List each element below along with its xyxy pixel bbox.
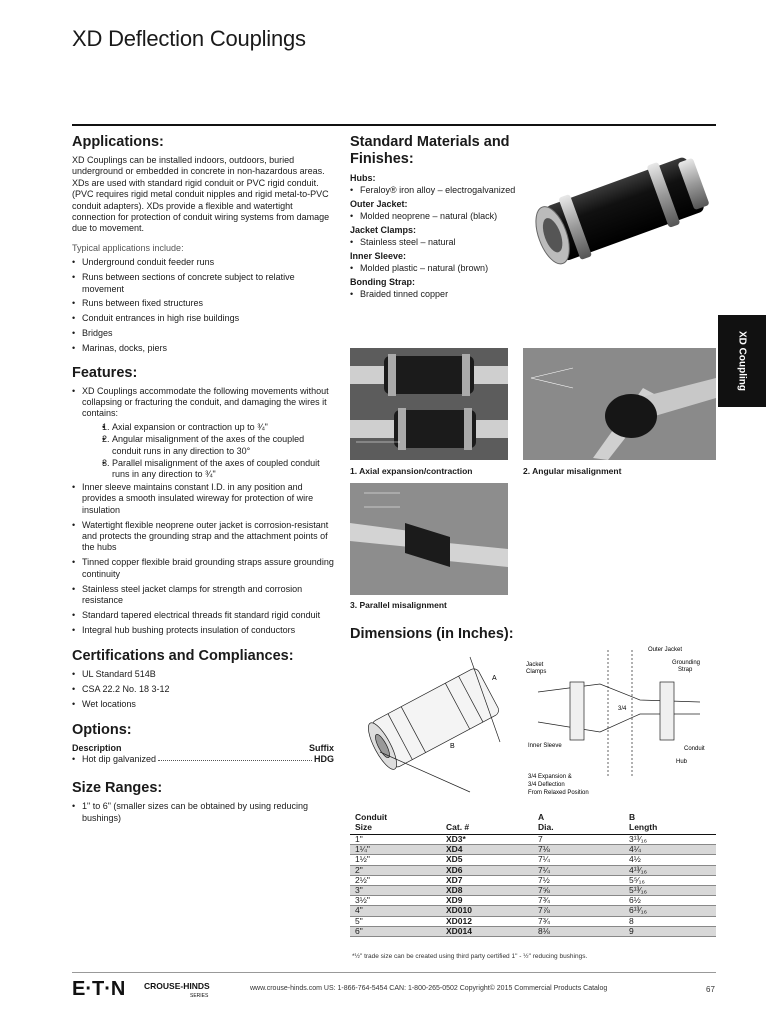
dimension-drawing xyxy=(350,642,716,804)
list-item: • Tinned copper flexible braid grounding straps assure grounding continuity xyxy=(72,557,334,580)
caption-parallel: 3. Parallel misalignment xyxy=(350,600,447,610)
logo-brand: CROUSE-HINDS xyxy=(144,981,210,991)
page-number: 67 xyxy=(706,985,715,994)
material-value: • Feraloy® iron alloy – electrogalvanized xyxy=(350,185,525,196)
options-suffix-header: Suffix xyxy=(308,743,334,754)
material-value: • Molded neoprene – natural (black) xyxy=(350,211,525,222)
label-jacket-clamps: Jacket xyxy=(526,662,544,668)
list-item: • Conduit entrances in high rise buildings xyxy=(72,313,334,324)
table-row: 2" XD6 7¼ 4¹³⁄₁₆ xyxy=(350,865,716,875)
applications-list xyxy=(72,257,334,354)
materials-heading: Standard Materials and Finishes: xyxy=(350,134,510,167)
col-header-b: B Length xyxy=(624,813,716,835)
label-grounding-strap: Grounding xyxy=(672,660,701,666)
list-item: • Inner sleeve maintains constant I.D. in any position and provides a smooth insulated wireway for protection of wire insulation xyxy=(72,482,334,516)
caption-angular: 2. Angular misalignment xyxy=(523,466,622,476)
movements-list xyxy=(102,422,334,481)
label-inner-sleeve: Inner Sleeve xyxy=(528,743,562,749)
angular-misalignment-photo xyxy=(523,348,716,460)
label-hub: Hub xyxy=(676,759,688,765)
list-item: • Integral hub bushing protects insulation of conductors xyxy=(72,625,334,636)
option-row xyxy=(72,754,334,764)
list-item: • 3. Parallel misalignment of the axes of coupled conduit runs in any direction to ¾" xyxy=(102,458,334,481)
material-value: • Stainless steel – natural xyxy=(350,237,525,248)
dim-label-a: A xyxy=(492,675,497,682)
table-row: 3½" XD9 7¾ 6½ xyxy=(350,896,716,906)
footer-contact: www.crouse-hinds.com US: 1-866-764-5454 CAN: 1-800-265-0502 Copyright© 2015 Commercial Products Catalog xyxy=(250,985,608,992)
col-header-cat: Cat. # xyxy=(441,813,533,835)
materials-column xyxy=(350,134,525,303)
footer-rule xyxy=(72,972,716,973)
col-header-a: A Dia. xyxy=(533,813,624,835)
options-heading: Options: xyxy=(72,722,132,739)
label-grounding-strap-2: Strap xyxy=(678,667,693,673)
list-item: • 1. Axial expansion or contraction up to ¾" xyxy=(102,422,334,433)
col-header-size: Conduit Size xyxy=(350,813,441,835)
label-expansion-3: From Relaxed Position xyxy=(528,790,589,796)
left-column xyxy=(72,134,334,828)
material-label: Outer Jacket: xyxy=(350,199,408,209)
list-item: • Underground conduit feeder runs xyxy=(72,257,334,268)
title-rule xyxy=(72,124,716,126)
table-footnote: *½" trade size can be created using third party certified 1" - ½" reducing bushings. xyxy=(352,953,588,960)
list-item: • 1" to 6" (smaller sizes can be obtained by using reducing bushings) xyxy=(72,801,334,824)
features-heading: Features: xyxy=(72,364,138,381)
options-header xyxy=(72,743,334,753)
label-jacket-clamps-2: Clamps xyxy=(526,669,547,675)
table-row: 1" XD3* 7 3¹³⁄₁₆ xyxy=(350,835,716,845)
list-item: • Bridges xyxy=(72,328,334,339)
logo-graphic xyxy=(72,975,232,1003)
material-label: Hubs: xyxy=(350,173,376,183)
applications-heading: Applications: xyxy=(72,134,164,150)
table-row: 1¼" XD4 7⅛ 4¼ xyxy=(350,845,716,855)
material-value: • Braided tinned copper xyxy=(350,289,525,300)
logo-main: E·T·N xyxy=(72,978,126,1000)
eaton-crouse-hinds-logo xyxy=(72,975,232,1008)
size-ranges-heading: Size Ranges: xyxy=(72,780,163,797)
list-item: • Watertight flexible neoprene outer jacket is corrosion-resistant and protects the grounding strap and the attachment points of the hubs xyxy=(72,520,334,554)
page-title: XD Deflection Couplings xyxy=(72,26,306,51)
material-label: Bonding Strap: xyxy=(350,277,415,287)
list-item: • Wet locations xyxy=(72,699,334,710)
dim-label-b: B xyxy=(450,743,455,750)
certifications-heading: Certifications and Compliances: xyxy=(72,648,294,665)
option-label: • Hot dip galvanized xyxy=(72,754,156,764)
applications-text: XD Couplings can be installed indoors, outdoors, buried underground or embedded in concrete in non-hazardous areas. XDs are used with standard rigid conduit or PVC rigid conduit. (PVC requires rigid metal conduit nipples and rigid metal-to-PVC conduit adapters). XDs provide a flexible and watertight connection for protection of conduit wiring systems from damage due to movement. xyxy=(72,155,330,234)
dimensions-table xyxy=(350,813,716,937)
label-expansion-2: 3/4 Deflection xyxy=(528,782,565,788)
table-row: 2½" XD7 7½ 5⁵⁄₁₆ xyxy=(350,875,716,885)
list-item: • Runs between sections of concrete subject to relative movement xyxy=(72,272,334,295)
material-label: Inner Sleeve: xyxy=(350,251,407,261)
table-row: 5" XD012 7¾ 8 xyxy=(350,916,716,926)
label-conduit: Conduit xyxy=(684,746,705,752)
option-suffix: HDG xyxy=(314,754,334,765)
leader-dots xyxy=(158,754,312,761)
dimensions-heading: Dimensions (in Inches): xyxy=(350,626,514,642)
list-item: • UL Standard 514B xyxy=(72,669,334,680)
list-item: • 2. Angular misalignment of the axes of the coupled conduit runs in any direction to 30° xyxy=(102,434,334,457)
typical-applications-label: Typical applications include: xyxy=(72,242,184,253)
list-item: • Stainless steel jacket clamps for strength and corrosion resistance xyxy=(72,584,334,607)
table-row: 1½" XD5 7¼ 4½ xyxy=(350,855,716,865)
label-outer-jacket: Outer Jacket xyxy=(648,647,683,653)
size-ranges-list xyxy=(72,801,334,824)
table-row: 6" XD014 8⅛ 9 xyxy=(350,926,716,936)
list-item: • CSA 22.2 No. 18 3-12 xyxy=(72,684,334,695)
options-description-header: Description xyxy=(72,743,122,754)
certifications-list xyxy=(72,669,334,710)
list-item: • XD Couplings accommodate the following movements without collapsing or fracturing the conduit, and damaging the wires it contains: • 1. Axial expansion or contraction up to ¾" • 2. Angular misalignment of the axes of the coupled conduit runs in any direction to 30° • 3. Parallel misalignment of the axes of coupled conduit runs in any direction to ¾" xyxy=(72,386,334,481)
product-photo xyxy=(522,140,716,280)
logo-series: SERIES xyxy=(190,993,209,999)
table-row: 4" XD010 7⅞ 6¹³⁄₁₆ xyxy=(350,906,716,916)
list-item: • Marinas, docks, piers xyxy=(72,343,334,354)
label-expansion-1: 3/4 Expansion & xyxy=(528,774,572,780)
section-side-tab xyxy=(718,315,766,407)
table-row: 3" XD8 7⅝ 5¹³⁄₁₆ xyxy=(350,886,716,896)
material-value: • Molded plastic – natural (brown) xyxy=(350,263,525,274)
material-label: Jacket Clamps: xyxy=(350,225,417,235)
parallel-misalignment-photo xyxy=(350,483,508,595)
axial-expansion-photo xyxy=(350,348,508,460)
features-list xyxy=(72,386,334,637)
list-item: • Runs between fixed structures xyxy=(72,298,334,309)
side-tab-label: XD Coupling xyxy=(736,331,748,391)
caption-axial: 1. Axial expansion/contraction xyxy=(350,466,473,476)
label-three-quarter: 3/4 xyxy=(618,706,627,712)
list-item: • Standard tapered electrical threads fit standard rigid conduit xyxy=(72,610,334,621)
